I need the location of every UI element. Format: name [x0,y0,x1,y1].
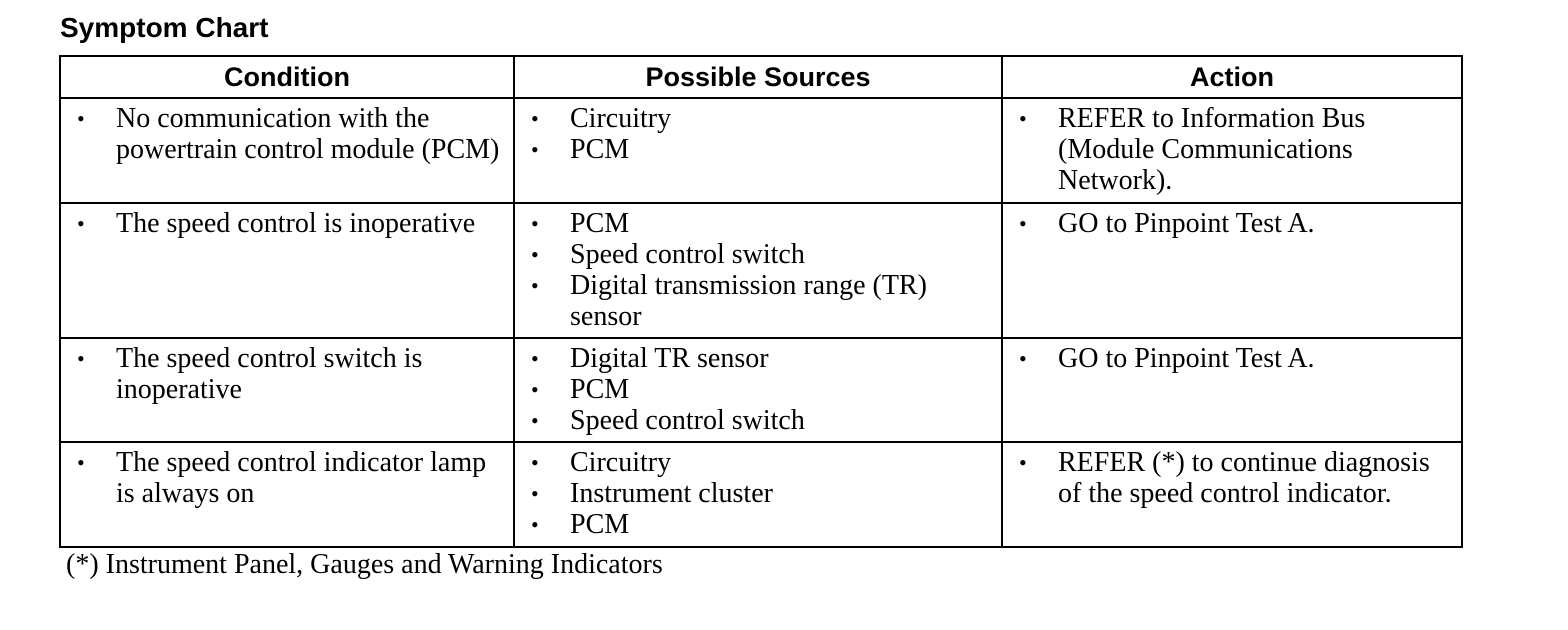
bullet-icon: • [531,346,539,371]
condition-list [73,208,507,239]
action-cell [1002,338,1462,442]
bullet-icon: • [77,346,85,371]
condition-text: No communication with the powertrain control module (PCM) [116,103,500,165]
bullet-icon: • [1019,450,1027,475]
bullet-icon: • [531,377,539,402]
action-cell [1002,98,1462,203]
bullet-icon: • [77,211,85,236]
source-text: PCM [570,509,630,540]
bullet-icon: • [531,242,539,267]
list-item [527,134,995,165]
table-row [60,98,1462,203]
symptom-table [59,55,1463,548]
bullet-icon: • [531,273,539,298]
action-list [1015,208,1455,239]
source-text: Speed control switch [570,239,805,270]
bullet-icon: • [1019,106,1027,131]
sources-list [527,343,995,436]
list-item [527,405,995,436]
source-text: PCM [570,134,630,165]
bullet-icon: • [1019,346,1027,371]
condition-text: The speed control is inoperative [116,208,476,239]
sources-cell [514,98,1002,203]
action-list [1015,343,1455,374]
header-action: Action [1002,56,1462,98]
source-text: Digital transmission range (TR) sensor [570,270,927,332]
source-text: Speed control switch [570,405,805,436]
list-item [1015,208,1455,239]
sources-list [527,447,995,540]
condition-list [73,103,507,165]
list-item [527,478,995,509]
bullet-icon: • [531,106,539,131]
bullet-icon: • [531,512,539,537]
action-text: REFER (*) to continue diagnosis of the speed control indicator. [1058,447,1430,509]
list-item [1015,103,1455,196]
sources-list [527,208,995,332]
list-item [527,208,995,239]
source-text: PCM [570,208,630,239]
bullet-icon: • [77,106,85,131]
source-text: PCM [570,374,630,405]
header-possible-sources: Possible Sources [514,56,1002,98]
list-item [73,208,507,239]
bullet-icon: • [531,481,539,506]
condition-cell [60,442,514,547]
source-text: Digital TR sensor [570,343,769,374]
list-item [1015,447,1455,509]
condition-cell [60,203,514,338]
action-cell [1002,203,1462,338]
header-condition: Condition [60,56,514,98]
bullet-icon: • [531,450,539,475]
list-item [1015,343,1455,374]
action-list [1015,103,1455,196]
list-item [73,103,507,165]
condition-list [73,343,507,405]
table-row [60,338,1462,442]
bullet-icon: • [531,211,539,236]
list-item [527,374,995,405]
list-item [527,103,995,134]
source-text: Instrument cluster [570,478,773,509]
table-header-row [60,56,1462,98]
sources-list [527,103,995,165]
condition-cell [60,338,514,442]
condition-text: The speed control indicator lamp is always on [116,447,487,509]
bullet-icon: • [77,450,85,475]
sources-cell [514,442,1002,547]
condition-list [73,447,507,509]
page-title: Symptom Chart [60,12,269,43]
action-text: GO to Pinpoint Test A. [1058,343,1315,374]
list-item [527,447,995,478]
table-row [60,442,1462,547]
sources-cell [514,203,1002,338]
action-cell [1002,442,1462,547]
sources-cell [514,338,1002,442]
condition-cell [60,98,514,203]
bullet-icon: • [531,408,539,433]
bullet-icon: • [531,137,539,162]
list-item [73,447,507,509]
source-text: Circuitry [570,103,672,134]
table-row [60,203,1462,338]
action-text: REFER to Information Bus (Module Communications Network). [1058,103,1366,196]
list-item [527,239,995,270]
action-text: GO to Pinpoint Test A. [1058,208,1315,239]
action-list [1015,447,1455,509]
list-item [73,343,507,405]
list-item [527,343,995,374]
bullet-icon: • [1019,211,1027,236]
list-item [527,270,995,332]
source-text: Circuitry [570,447,672,478]
condition-text: The speed control switch is inoperative [116,343,423,405]
footnote: (*) Instrument Panel, Gauges and Warning Indicators [66,549,663,580]
list-item [527,509,995,540]
